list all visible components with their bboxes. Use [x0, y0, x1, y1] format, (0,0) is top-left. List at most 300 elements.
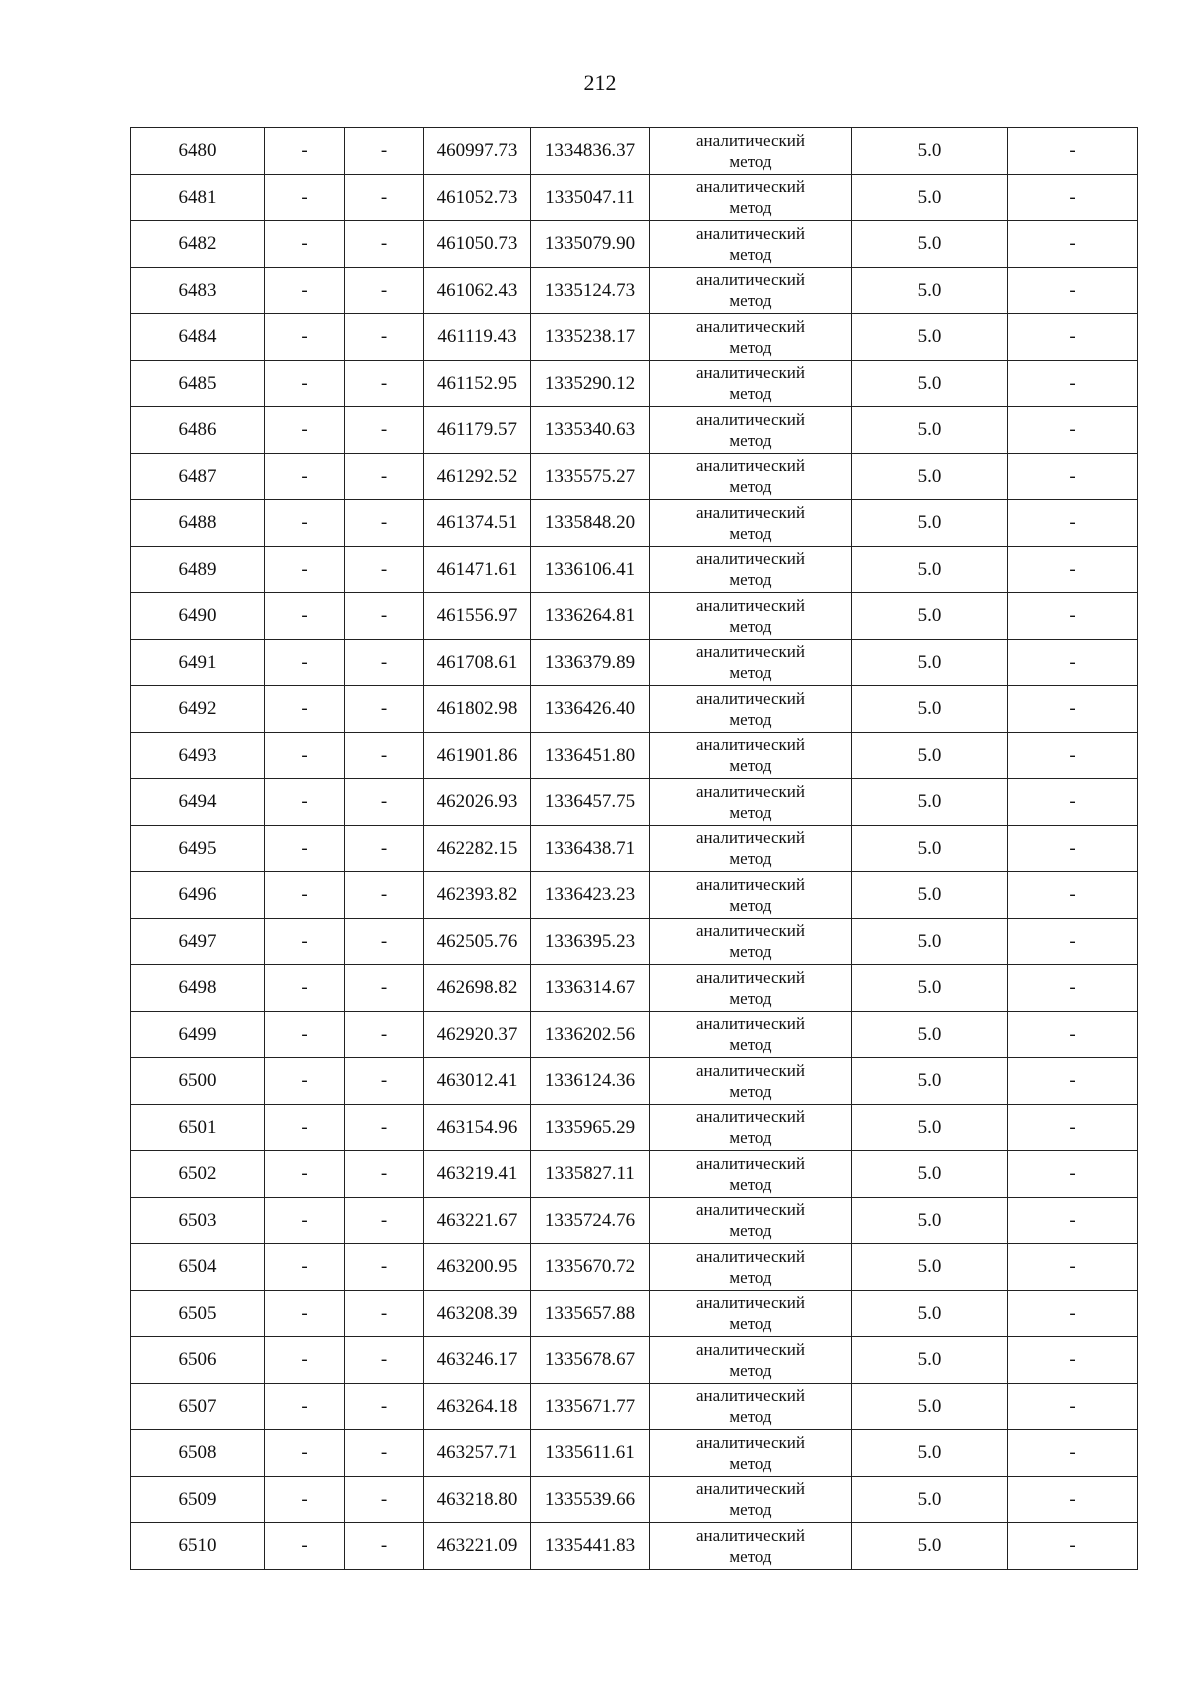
method-text: аналитический [696, 1293, 805, 1312]
blank-cell: - [265, 1523, 345, 1570]
blank-cell: - [265, 546, 345, 593]
point-id-cell: 6503 [131, 1197, 265, 1244]
method-text: аналитический [696, 223, 805, 243]
table-row [131, 1058, 1138, 1105]
note-cell: - [1008, 1523, 1138, 1570]
blank-cell: - [265, 965, 345, 1012]
point-id-cell: 6506 [131, 1337, 265, 1384]
accuracy-cell: 5.0 [852, 1197, 1008, 1244]
y-coordinate-cell: 1336124.36 [531, 1058, 650, 1105]
y-coordinate-cell: 1335047.11 [531, 174, 650, 221]
method-cell [650, 686, 852, 733]
accuracy-cell: 5.0 [852, 918, 1008, 965]
method-text: метод [729, 244, 772, 264]
point-id-cell: 6500 [131, 1058, 265, 1105]
table-row [131, 1290, 1138, 1337]
point-id-cell: 6486 [131, 407, 265, 454]
table-row [131, 593, 1138, 640]
table-row [131, 1337, 1138, 1384]
blank-cell: - [265, 1476, 345, 1523]
note-cell: - [1008, 128, 1138, 175]
table-row [131, 174, 1138, 221]
point-id-cell: 6484 [131, 314, 265, 361]
method-cell [650, 639, 852, 686]
y-coordinate-cell: 1336423.23 [531, 872, 650, 919]
point-id-cell: 6497 [131, 918, 265, 965]
method-cell [650, 1523, 852, 1570]
method-text: аналитический [696, 595, 805, 615]
table-row [131, 639, 1138, 686]
y-coordinate-cell: 1335965.29 [531, 1104, 650, 1151]
accuracy-cell: 5.0 [852, 1430, 1008, 1477]
blank-cell: - [345, 1337, 424, 1384]
method-text: аналитический [696, 921, 805, 940]
method-text: аналитический [696, 316, 805, 336]
blank-cell: - [265, 360, 345, 407]
point-id-cell: 6502 [131, 1151, 265, 1198]
method-text: метод [729, 942, 772, 962]
point-id-cell: 6499 [131, 1011, 265, 1058]
accuracy-cell: 5.0 [852, 639, 1008, 686]
point-id-cell: 6496 [131, 872, 265, 919]
method-text: метод [729, 1407, 772, 1427]
method-text: аналитический [696, 1479, 805, 1498]
table-row [131, 267, 1138, 314]
point-id-cell: 6510 [131, 1523, 265, 1570]
x-coordinate-cell: 461708.61 [424, 639, 531, 686]
x-coordinate-cell: 463257.71 [424, 1430, 531, 1477]
method-cell [650, 1383, 852, 1430]
y-coordinate-cell: 1335340.63 [531, 407, 650, 454]
accuracy-cell: 5.0 [852, 1011, 1008, 1058]
y-coordinate-cell: 1335724.76 [531, 1197, 650, 1244]
blank-cell: - [345, 1151, 424, 1198]
point-id-cell: 6501 [131, 1104, 265, 1151]
note-cell: - [1008, 500, 1138, 547]
note-cell: - [1008, 407, 1138, 454]
y-coordinate-cell: 1336264.81 [531, 593, 650, 640]
y-coordinate-cell: 1336426.40 [531, 686, 650, 733]
x-coordinate-cell: 461119.43 [424, 314, 531, 361]
blank-cell: - [345, 965, 424, 1012]
blank-cell: - [265, 872, 345, 919]
x-coordinate-cell: 461052.73 [424, 174, 531, 221]
table-row [131, 360, 1138, 407]
blank-cell: - [345, 686, 424, 733]
method-cell [650, 732, 852, 779]
method-text: аналитический [696, 177, 805, 196]
table-row [131, 407, 1138, 454]
method-text: аналитический [696, 130, 805, 150]
method-text: метод [729, 1035, 772, 1055]
blank-cell: - [345, 1383, 424, 1430]
blank-cell: - [265, 918, 345, 965]
note-cell: - [1008, 872, 1138, 919]
x-coordinate-cell: 463264.18 [424, 1383, 531, 1430]
table-row [131, 546, 1138, 593]
method-text: метод [729, 337, 772, 357]
y-coordinate-cell: 1335657.88 [531, 1290, 650, 1337]
method-cell [650, 221, 852, 268]
method-text: аналитический [696, 781, 805, 801]
method-cell [650, 360, 852, 407]
blank-cell: - [265, 500, 345, 547]
blank-cell: - [265, 128, 345, 175]
x-coordinate-cell: 461471.61 [424, 546, 531, 593]
x-coordinate-cell: 461901.86 [424, 732, 531, 779]
blank-cell: - [345, 500, 424, 547]
point-id-cell: 6483 [131, 267, 265, 314]
accuracy-cell: 5.0 [852, 1151, 1008, 1198]
method-text: аналитический [696, 1246, 805, 1266]
accuracy-cell: 5.0 [852, 1290, 1008, 1337]
blank-cell: - [265, 1430, 345, 1477]
point-id-cell: 6485 [131, 360, 265, 407]
blank-cell: - [345, 546, 424, 593]
blank-cell: - [265, 732, 345, 779]
method-text: аналитический [696, 735, 805, 754]
table-row [131, 500, 1138, 547]
method-text: метод [729, 709, 772, 729]
x-coordinate-cell: 463221.09 [424, 1523, 531, 1570]
y-coordinate-cell: 1336451.80 [531, 732, 650, 779]
method-text: аналитический [696, 1525, 805, 1545]
x-coordinate-cell: 461802.98 [424, 686, 531, 733]
method-cell [650, 314, 852, 361]
accuracy-cell: 5.0 [852, 128, 1008, 175]
y-coordinate-cell: 1336314.67 [531, 965, 650, 1012]
note-cell: - [1008, 1151, 1138, 1198]
method-cell [650, 1058, 852, 1105]
y-coordinate-cell: 1335079.90 [531, 221, 650, 268]
accuracy-cell: 5.0 [852, 500, 1008, 547]
point-id-cell: 6491 [131, 639, 265, 686]
note-cell: - [1008, 732, 1138, 779]
method-cell [650, 872, 852, 919]
method-cell [650, 267, 852, 314]
accuracy-cell: 5.0 [852, 779, 1008, 826]
accuracy-cell: 5.0 [852, 360, 1008, 407]
method-text: метод [729, 663, 772, 683]
x-coordinate-cell: 463154.96 [424, 1104, 531, 1151]
point-id-cell: 6495 [131, 825, 265, 872]
note-cell: - [1008, 1104, 1138, 1151]
x-coordinate-cell: 462920.37 [424, 1011, 531, 1058]
y-coordinate-cell: 1334836.37 [531, 128, 650, 175]
method-text: аналитический [696, 1339, 805, 1359]
y-coordinate-cell: 1335575.27 [531, 453, 650, 500]
table-row [131, 1151, 1138, 1198]
method-cell [650, 1337, 852, 1384]
method-text: метод [729, 198, 772, 218]
y-coordinate-cell: 1335124.73 [531, 267, 650, 314]
method-text: метод [729, 1360, 772, 1380]
method-text: метод [729, 151, 772, 171]
method-text: метод [729, 570, 772, 590]
table-row [131, 965, 1138, 1012]
method-text: метод [729, 1546, 772, 1566]
method-cell [650, 128, 852, 175]
point-id-cell: 6508 [131, 1430, 265, 1477]
method-text: аналитический [696, 1153, 805, 1173]
note-cell: - [1008, 1337, 1138, 1384]
table-row [131, 732, 1138, 779]
table-row [131, 1104, 1138, 1151]
accuracy-cell: 5.0 [852, 546, 1008, 593]
accuracy-cell: 5.0 [852, 221, 1008, 268]
method-cell [650, 1151, 852, 1198]
blank-cell: - [265, 221, 345, 268]
x-coordinate-cell: 461050.73 [424, 221, 531, 268]
table-row [131, 686, 1138, 733]
blank-cell: - [345, 1244, 424, 1291]
note-cell: - [1008, 779, 1138, 826]
note-cell: - [1008, 1430, 1138, 1477]
note-cell: - [1008, 453, 1138, 500]
blank-cell: - [345, 360, 424, 407]
point-id-cell: 6509 [131, 1476, 265, 1523]
accuracy-cell: 5.0 [852, 1523, 1008, 1570]
method-text: аналитический [696, 502, 805, 522]
blank-cell: - [265, 1058, 345, 1105]
accuracy-cell: 5.0 [852, 732, 1008, 779]
note-cell: - [1008, 1011, 1138, 1058]
method-cell [650, 965, 852, 1012]
table-row [131, 453, 1138, 500]
method-text: метод [729, 895, 772, 915]
x-coordinate-cell: 463218.80 [424, 1476, 531, 1523]
blank-cell: - [345, 1523, 424, 1570]
blank-cell: - [265, 407, 345, 454]
point-id-cell: 6494 [131, 779, 265, 826]
blank-cell: - [265, 1244, 345, 1291]
blank-cell: - [345, 1476, 424, 1523]
x-coordinate-cell: 463208.39 [424, 1290, 531, 1337]
accuracy-cell: 5.0 [852, 453, 1008, 500]
note-cell: - [1008, 1197, 1138, 1244]
blank-cell: - [345, 1197, 424, 1244]
method-text: аналитический [696, 642, 805, 661]
blank-cell: - [345, 779, 424, 826]
table-row [131, 1523, 1138, 1570]
page-number: 212 [583, 70, 617, 95]
point-id-cell: 6493 [131, 732, 265, 779]
note-cell: - [1008, 221, 1138, 268]
accuracy-cell: 5.0 [852, 1058, 1008, 1105]
accuracy-cell: 5.0 [852, 593, 1008, 640]
point-id-cell: 6489 [131, 546, 265, 593]
table-row [131, 1383, 1138, 1430]
blank-cell: - [345, 407, 424, 454]
method-text: метод [729, 849, 772, 869]
blank-cell: - [345, 872, 424, 919]
point-id-cell: 6481 [131, 174, 265, 221]
method-text: метод [729, 802, 772, 822]
point-id-cell: 6490 [131, 593, 265, 640]
y-coordinate-cell: 1335290.12 [531, 360, 650, 407]
y-coordinate-cell: 1335848.20 [531, 500, 650, 547]
blank-cell: - [345, 732, 424, 779]
method-text: метод [729, 988, 772, 1008]
method-text: аналитический [696, 1386, 805, 1405]
blank-cell: - [265, 1104, 345, 1151]
blank-cell: - [265, 1151, 345, 1198]
note-cell: - [1008, 174, 1138, 221]
method-cell [650, 593, 852, 640]
table-row [131, 1011, 1138, 1058]
blank-cell: - [345, 593, 424, 640]
x-coordinate-cell: 462505.76 [424, 918, 531, 965]
method-text: аналитический [696, 874, 805, 894]
method-text: метод [729, 477, 772, 497]
table-row [131, 1430, 1138, 1477]
accuracy-cell: 5.0 [852, 965, 1008, 1012]
method-text: аналитический [696, 967, 805, 987]
table-row [131, 918, 1138, 965]
method-cell [650, 825, 852, 872]
y-coordinate-cell: 1335238.17 [531, 314, 650, 361]
method-text: метод [729, 1174, 772, 1194]
method-cell [650, 174, 852, 221]
method-text: аналитический [696, 456, 805, 475]
method-text: метод [729, 384, 772, 404]
x-coordinate-cell: 463200.95 [424, 1244, 531, 1291]
blank-cell: - [345, 918, 424, 965]
table-row [131, 128, 1138, 175]
blank-cell: - [265, 593, 345, 640]
note-cell: - [1008, 1244, 1138, 1291]
point-id-cell: 6488 [131, 500, 265, 547]
table-row [131, 314, 1138, 361]
point-id-cell: 6507 [131, 1383, 265, 1430]
method-cell [650, 453, 852, 500]
method-text: аналитический [696, 549, 805, 568]
method-text: аналитический [696, 1200, 805, 1219]
point-id-cell: 6487 [131, 453, 265, 500]
table-row [131, 779, 1138, 826]
blank-cell: - [265, 825, 345, 872]
accuracy-cell: 5.0 [852, 1244, 1008, 1291]
note-cell: - [1008, 825, 1138, 872]
method-text: метод [729, 616, 772, 636]
method-cell [650, 1430, 852, 1477]
x-coordinate-cell: 461374.51 [424, 500, 531, 547]
point-id-cell: 6482 [131, 221, 265, 268]
y-coordinate-cell: 1335441.83 [531, 1523, 650, 1570]
blank-cell: - [265, 686, 345, 733]
accuracy-cell: 5.0 [852, 686, 1008, 733]
method-cell [650, 779, 852, 826]
blank-cell: - [345, 221, 424, 268]
method-cell [650, 1104, 852, 1151]
accuracy-cell: 5.0 [852, 174, 1008, 221]
note-cell: - [1008, 546, 1138, 593]
note-cell: - [1008, 686, 1138, 733]
method-text: аналитический [696, 363, 805, 382]
y-coordinate-cell: 1336106.41 [531, 546, 650, 593]
accuracy-cell: 5.0 [852, 1383, 1008, 1430]
blank-cell: - [345, 174, 424, 221]
blank-cell: - [345, 1058, 424, 1105]
method-text: аналитический [696, 270, 805, 289]
y-coordinate-cell: 1335671.77 [531, 1383, 650, 1430]
method-text: метод [729, 1081, 772, 1101]
x-coordinate-cell: 461152.95 [424, 360, 531, 407]
y-coordinate-cell: 1336438.71 [531, 825, 650, 872]
blank-cell: - [345, 128, 424, 175]
point-id-cell: 6492 [131, 686, 265, 733]
accuracy-cell: 5.0 [852, 1104, 1008, 1151]
x-coordinate-cell: 461062.43 [424, 267, 531, 314]
method-cell [650, 500, 852, 547]
blank-cell: - [265, 1290, 345, 1337]
method-text: метод [729, 1267, 772, 1287]
accuracy-cell: 5.0 [852, 1337, 1008, 1384]
method-cell [650, 1011, 852, 1058]
accuracy-cell: 5.0 [852, 872, 1008, 919]
method-cell [650, 407, 852, 454]
x-coordinate-cell: 461292.52 [424, 453, 531, 500]
y-coordinate-cell: 1335539.66 [531, 1476, 650, 1523]
blank-cell: - [265, 314, 345, 361]
note-cell: - [1008, 1476, 1138, 1523]
table-row [131, 1197, 1138, 1244]
method-text: метод [729, 1128, 772, 1148]
y-coordinate-cell: 1336379.89 [531, 639, 650, 686]
x-coordinate-cell: 463219.41 [424, 1151, 531, 1198]
method-cell [650, 1244, 852, 1291]
method-text: метод [729, 1453, 772, 1473]
method-text: метод [729, 756, 772, 776]
blank-cell: - [345, 1104, 424, 1151]
blank-cell: - [265, 1337, 345, 1384]
method-text: аналитический [696, 409, 805, 429]
y-coordinate-cell: 1335670.72 [531, 1244, 650, 1291]
note-cell: - [1008, 267, 1138, 314]
accuracy-cell: 5.0 [852, 314, 1008, 361]
note-cell: - [1008, 918, 1138, 965]
point-id-cell: 6498 [131, 965, 265, 1012]
method-cell [650, 1290, 852, 1337]
blank-cell: - [345, 1430, 424, 1477]
table-row [131, 221, 1138, 268]
y-coordinate-cell: 1335678.67 [531, 1337, 650, 1384]
blank-cell: - [265, 1197, 345, 1244]
blank-cell: - [345, 639, 424, 686]
blank-cell: - [345, 453, 424, 500]
note-cell: - [1008, 1290, 1138, 1337]
x-coordinate-cell: 462698.82 [424, 965, 531, 1012]
note-cell: - [1008, 593, 1138, 640]
blank-cell: - [345, 1011, 424, 1058]
blank-cell: - [265, 453, 345, 500]
point-id-cell: 6480 [131, 128, 265, 175]
note-cell: - [1008, 1058, 1138, 1105]
method-text: аналитический [696, 1014, 805, 1033]
method-text: метод [729, 523, 772, 543]
x-coordinate-cell: 461556.97 [424, 593, 531, 640]
point-id-cell: 6505 [131, 1290, 265, 1337]
method-cell [650, 1476, 852, 1523]
x-coordinate-cell: 463246.17 [424, 1337, 531, 1384]
accuracy-cell: 5.0 [852, 267, 1008, 314]
blank-cell: - [345, 267, 424, 314]
y-coordinate-cell: 1335827.11 [531, 1151, 650, 1198]
method-cell [650, 1197, 852, 1244]
blank-cell: - [265, 174, 345, 221]
method-text: аналитический [696, 688, 805, 708]
blank-cell: - [265, 639, 345, 686]
